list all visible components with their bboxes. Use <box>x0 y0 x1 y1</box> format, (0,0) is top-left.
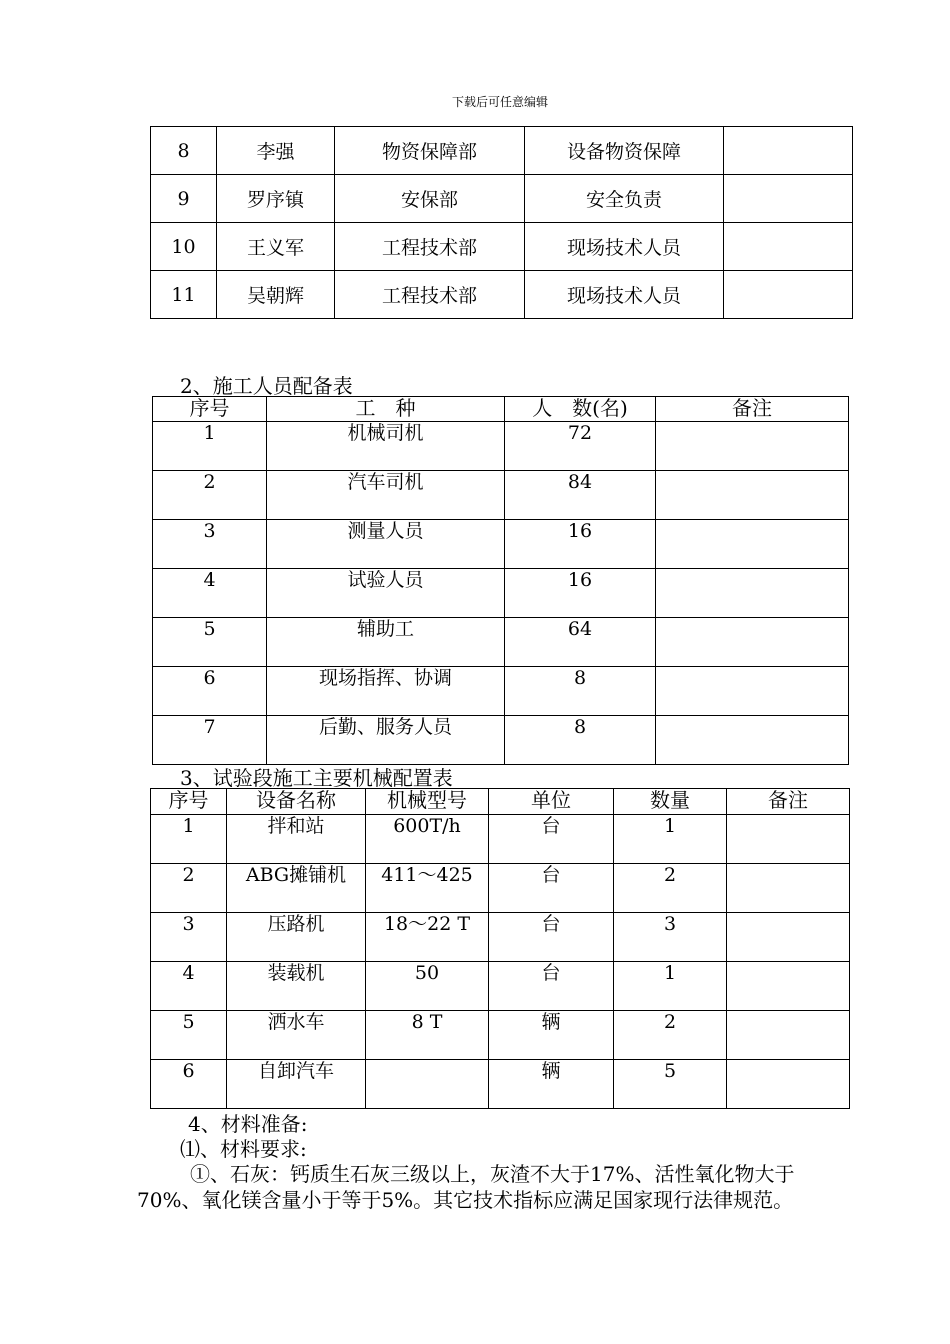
cell: 压路机 <box>227 913 366 962</box>
column-header: 序号 <box>151 789 227 815</box>
table-row <box>151 1011 850 1060</box>
personnel-table <box>152 396 849 765</box>
cell <box>656 520 849 569</box>
cell <box>656 471 849 520</box>
cell: 辆 <box>489 1060 614 1109</box>
cell <box>656 569 849 618</box>
cell: 王义军 <box>217 223 335 271</box>
machinery-table <box>150 788 850 1109</box>
cell: 72 <box>505 422 656 471</box>
column-header: 设备名称 <box>227 789 366 815</box>
cell <box>724 127 853 175</box>
cell: 李强 <box>217 127 335 175</box>
cell <box>366 1060 489 1109</box>
table-row <box>153 569 849 618</box>
cell: 8 T <box>366 1011 489 1060</box>
cell: 8 <box>505 667 656 716</box>
cell: 5 <box>153 618 267 667</box>
column-header: 单位 <box>489 789 614 815</box>
cell: 7 <box>153 716 267 765</box>
cell: 辅助工 <box>267 618 505 667</box>
cell: 16 <box>505 569 656 618</box>
cell: 8 <box>505 716 656 765</box>
cell: 11 <box>151 271 217 319</box>
column-header: 人 数(名) <box>505 397 656 422</box>
section-4-title: 4、材料准备: <box>188 1112 308 1136</box>
cell: 工程技术部 <box>335 223 525 271</box>
table-row <box>153 471 849 520</box>
column-header: 序号 <box>153 397 267 422</box>
cell: 汽车司机 <box>267 471 505 520</box>
table-row <box>151 815 850 864</box>
cell <box>727 815 850 864</box>
column-header: 工 种 <box>267 397 505 422</box>
section-2-title: 2、施工人员配备表 <box>180 374 353 398</box>
cell: 现场技术人员 <box>525 223 724 271</box>
cell: 吴朝辉 <box>217 271 335 319</box>
cell: 600T/h <box>366 815 489 864</box>
cell <box>727 1011 850 1060</box>
cell: 机械司机 <box>267 422 505 471</box>
cell: 4 <box>151 962 227 1011</box>
table-header-row <box>153 397 849 422</box>
cell <box>656 667 849 716</box>
cell <box>727 1060 850 1109</box>
cell: 5 <box>151 1011 227 1060</box>
page-header: 下载后可任意编辑 <box>451 95 548 109</box>
table-header-row <box>151 789 850 815</box>
column-header: 备注 <box>656 397 849 422</box>
cell: 5 <box>614 1060 727 1109</box>
paragraph-line-2: 70%、氧化镁含量小于等于5%。其它技术指标应满足国家现行法律规范。 <box>137 1188 794 1212</box>
cell: 罗序镇 <box>217 175 335 223</box>
cell: 84 <box>505 471 656 520</box>
cell: 1 <box>151 815 227 864</box>
cell: 1 <box>153 422 267 471</box>
cell: 台 <box>489 913 614 962</box>
cell <box>656 618 849 667</box>
cell: 3 <box>153 520 267 569</box>
cell: 后勤、服务人员 <box>267 716 505 765</box>
cell: 10 <box>151 223 217 271</box>
cell: 试验人员 <box>267 569 505 618</box>
table-row <box>153 716 849 765</box>
cell: 台 <box>489 815 614 864</box>
cell: 2 <box>614 1011 727 1060</box>
column-header: 备注 <box>727 789 850 815</box>
cell: 3 <box>614 913 727 962</box>
cell <box>727 962 850 1011</box>
table-row <box>151 864 850 913</box>
cell <box>656 716 849 765</box>
cell: 2 <box>153 471 267 520</box>
cell <box>727 913 850 962</box>
table-row <box>153 618 849 667</box>
cell <box>724 271 853 319</box>
cell <box>656 422 849 471</box>
cell: 6 <box>153 667 267 716</box>
cell <box>724 223 853 271</box>
table-row <box>151 175 853 223</box>
cell: 自卸汽车 <box>227 1060 366 1109</box>
table-row <box>153 667 849 716</box>
cell: 现场技术人员 <box>525 271 724 319</box>
cell: 设备物资保障 <box>525 127 724 175</box>
cell: 411～425 <box>366 864 489 913</box>
cell: 9 <box>151 175 217 223</box>
cell: 装载机 <box>227 962 366 1011</box>
table-row <box>153 520 849 569</box>
section-4-subtitle: ⑴、材料要求: <box>180 1137 307 1161</box>
cell: 拌和站 <box>227 815 366 864</box>
cell: 辆 <box>489 1011 614 1060</box>
cell: 现场指挥、协调 <box>267 667 505 716</box>
cell: 1 <box>614 815 727 864</box>
cell: 洒水车 <box>227 1011 366 1060</box>
cell: 18～22 T <box>366 913 489 962</box>
table-row <box>151 223 853 271</box>
cell: 6 <box>151 1060 227 1109</box>
cell: 台 <box>489 864 614 913</box>
table-row <box>151 271 853 319</box>
cell: ABG摊铺机 <box>227 864 366 913</box>
cell: 安保部 <box>335 175 525 223</box>
table-row <box>151 1060 850 1109</box>
paragraph-line-1: ①、石灰：钙质生石灰三级以上，灰渣不大于17%、活性氧化物大于 <box>190 1162 795 1186</box>
table-row <box>151 962 850 1011</box>
table-row <box>151 127 853 175</box>
cell <box>724 175 853 223</box>
cell: 物资保障部 <box>335 127 525 175</box>
cell: 安全负责 <box>525 175 724 223</box>
cell: 1 <box>614 962 727 1011</box>
cell <box>727 864 850 913</box>
cell: 4 <box>153 569 267 618</box>
cell: 3 <box>151 913 227 962</box>
cell: 64 <box>505 618 656 667</box>
cell: 工程技术部 <box>335 271 525 319</box>
staff-table <box>150 126 853 319</box>
table-row <box>151 913 850 962</box>
section-3-title: 3、试验段施工主要机械配置表 <box>180 766 453 790</box>
cell: 16 <box>505 520 656 569</box>
column-header: 数量 <box>614 789 727 815</box>
table-row <box>153 422 849 471</box>
cell: 台 <box>489 962 614 1011</box>
column-header: 机械型号 <box>366 789 489 815</box>
cell: 50 <box>366 962 489 1011</box>
cell: 测量人员 <box>267 520 505 569</box>
cell: 2 <box>614 864 727 913</box>
cell: 8 <box>151 127 217 175</box>
cell: 2 <box>151 864 227 913</box>
